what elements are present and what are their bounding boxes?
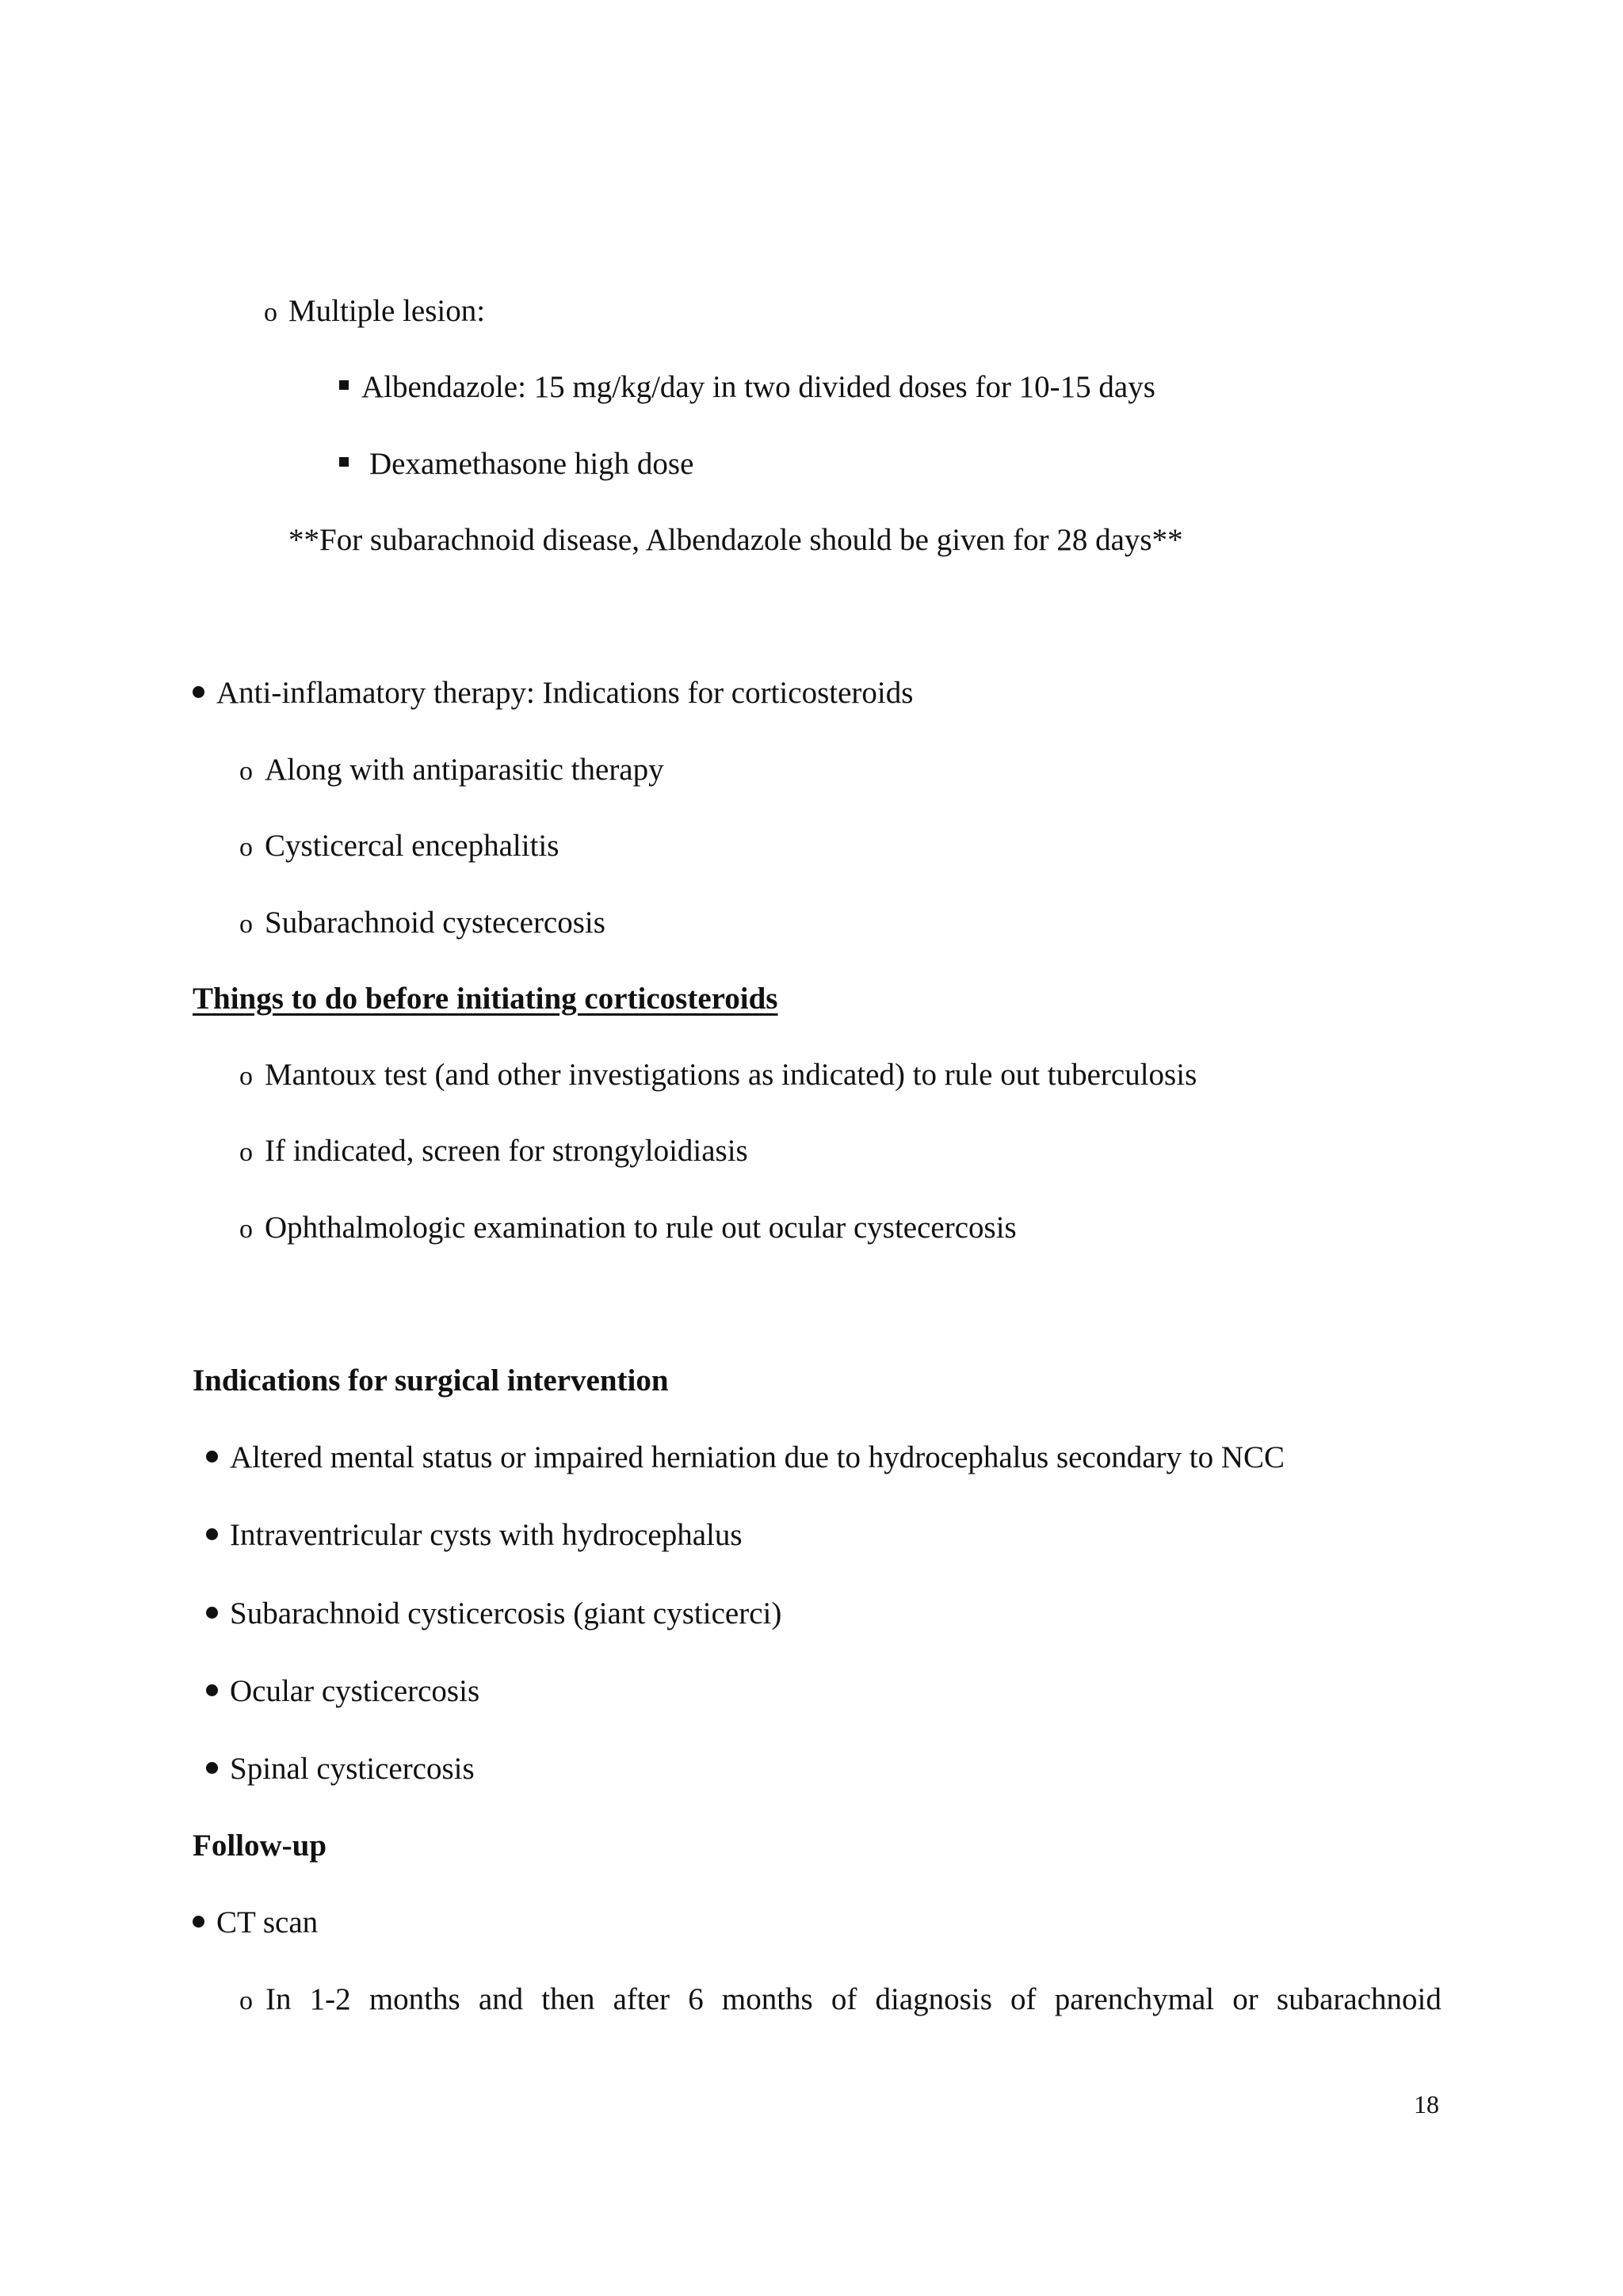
dot-bullet-icon [206, 1451, 218, 1463]
follow-up-heading: Follow-up [193, 1829, 327, 1863]
dot-bullet-icon [193, 686, 204, 698]
circle-bullet-icon: o [239, 757, 253, 786]
before-corticosteroids-item: Mantoux test (and other investigations as indicated) to rule out tuberculosis [265, 1058, 1197, 1092]
surgical-item: Intraventricular cysts with hydrocephalus [230, 1518, 743, 1552]
word: then [541, 1982, 595, 2016]
before-corticosteroids-heading: Things to do before initiating corticosteroids [193, 982, 778, 1016]
circle-bullet-icon: o [239, 1215, 253, 1244]
surgical-item: Subarachnoid cysticercosis (giant cysticerci) [230, 1596, 782, 1630]
word: months [369, 1982, 460, 2016]
word: months [721, 1982, 813, 2016]
follow-up-ct-scan: CT scan [216, 1905, 319, 1939]
page-number: 18 [1414, 2090, 1439, 2119]
word: of [1010, 1982, 1037, 2016]
word: or [1232, 1982, 1258, 2016]
multiple-lesion-item-albendazole: Albendazole: 15 mg/kg/day in two divided doses for 10-15 days [361, 370, 1155, 404]
follow-up-ct-scan-detail [265, 1984, 1442, 2015]
dot-bullet-icon [206, 1528, 218, 1540]
circle-bullet-icon: o [239, 910, 253, 939]
surgical-heading: Indications for surgical intervention [193, 1363, 669, 1398]
circle-bullet-icon: o [239, 1138, 253, 1167]
word: diagnosis [875, 1982, 992, 2016]
dot-bullet-icon [193, 1916, 204, 1928]
anti-inflammatory-heading: Anti-inflamatory therapy: Indications for corticosteroids [216, 676, 914, 710]
square-bullet-icon [339, 380, 349, 390]
circle-bullet-icon: o [264, 298, 277, 327]
anti-inflammatory-item: Subarachnoid cystecercosis [265, 906, 605, 940]
word: subarachnoid [1276, 1982, 1442, 2016]
surgical-item: Ocular cysticercosis [230, 1674, 480, 1708]
word: of [831, 1982, 857, 2016]
multiple-lesion-heading: Multiple lesion: [288, 294, 486, 328]
word: parenchymal [1054, 1982, 1215, 2016]
surgical-item: Altered mental status or impaired herniation due to hydrocephalus secondary to NCC [230, 1440, 1285, 1474]
dot-bullet-icon [206, 1762, 218, 1774]
word: In [265, 1982, 292, 2016]
before-corticosteroids-item: If indicated, screen for strongyloidiasis [265, 1134, 748, 1168]
circle-bullet-icon: o [239, 833, 253, 862]
dot-bullet-icon [206, 1607, 218, 1619]
anti-inflammatory-item: Cysticercal encephalitis [265, 829, 559, 863]
anti-inflammatory-item: Along with antiparasitic therapy [265, 753, 664, 787]
circle-bullet-icon: o [239, 1986, 253, 2016]
before-corticosteroids-item: Ophthalmologic examination to rule out ocular cystecercosis [265, 1211, 1017, 1245]
subarachnoid-note: **For subarachnoid disease, Albendazole should be given for 28 days** [288, 523, 1183, 557]
square-bullet-icon [339, 457, 349, 467]
circle-bullet-icon: o [239, 1062, 253, 1091]
word: 6 [688, 1982, 704, 2016]
word: 1-2 [309, 1982, 351, 2016]
dot-bullet-icon [206, 1684, 218, 1696]
multiple-lesion-item-dexamethasone: Dexamethasone high dose [369, 447, 694, 481]
word: after [613, 1982, 670, 2016]
surgical-item: Spinal cysticercosis [230, 1752, 475, 1786]
word: and [478, 1982, 524, 2016]
